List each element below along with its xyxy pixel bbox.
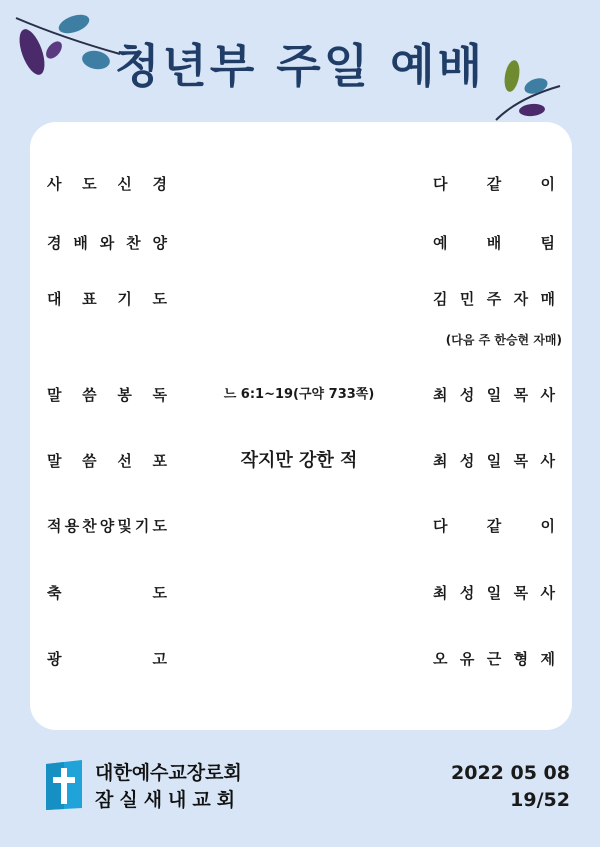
row-leader: 최 성 일 목 사 <box>433 386 555 404</box>
service-row <box>30 380 572 410</box>
service-row <box>30 578 572 608</box>
row-label: 축 도 <box>47 584 167 602</box>
sermon-title: 작지만 강한 적 <box>240 450 358 471</box>
row-label: 적 용 찬 양 및 기 도 <box>47 517 167 535</box>
row-label: 말 씀 봉 독 <box>47 386 167 404</box>
row-leader: 다 같 이 <box>433 175 555 193</box>
row-label: 말 씀 선 포 <box>47 452 167 470</box>
service-row <box>30 511 572 541</box>
row-leader: 최 성 일 목 사 <box>433 584 555 602</box>
service-row <box>30 446 572 476</box>
scripture-reference: 느 6:1~19(구약 733쪽) <box>223 387 375 402</box>
service-row <box>30 228 572 258</box>
service-date: 2022 05 08 <box>451 762 570 784</box>
church-cross-logo <box>44 758 84 816</box>
row-label: 광 고 <box>47 650 167 668</box>
row-label: 대 표 기 도 <box>47 290 167 308</box>
page-title: 청년부 주일 예배 <box>114 39 486 93</box>
row-leader: 최 성 일 목 사 <box>433 452 555 470</box>
row-label: 사 도 신 경 <box>47 175 167 193</box>
denomination-name: 대한예수교장로회 <box>95 762 242 784</box>
service-row <box>30 169 572 199</box>
row-leader: 오 유 근 형 제 <box>433 650 555 668</box>
row-leader: 예 배 팀 <box>433 234 555 252</box>
next-week-note: (다음 주 한승현 자매) <box>445 333 562 347</box>
leaf-decoration-top-right <box>488 58 568 128</box>
row-leader: 다 같 이 <box>433 517 555 535</box>
row-leader: 김 민 주 자 매 <box>433 290 555 308</box>
order-of-service-card <box>30 122 572 730</box>
church-name-block <box>95 760 242 814</box>
week-number: 19/52 <box>510 789 570 811</box>
row-label: 경 배 와 찬 양 <box>47 234 167 252</box>
service-row <box>30 644 572 674</box>
church-name: 잠실새내교회 <box>95 789 242 811</box>
service-row <box>30 284 572 314</box>
date-block <box>410 760 570 814</box>
